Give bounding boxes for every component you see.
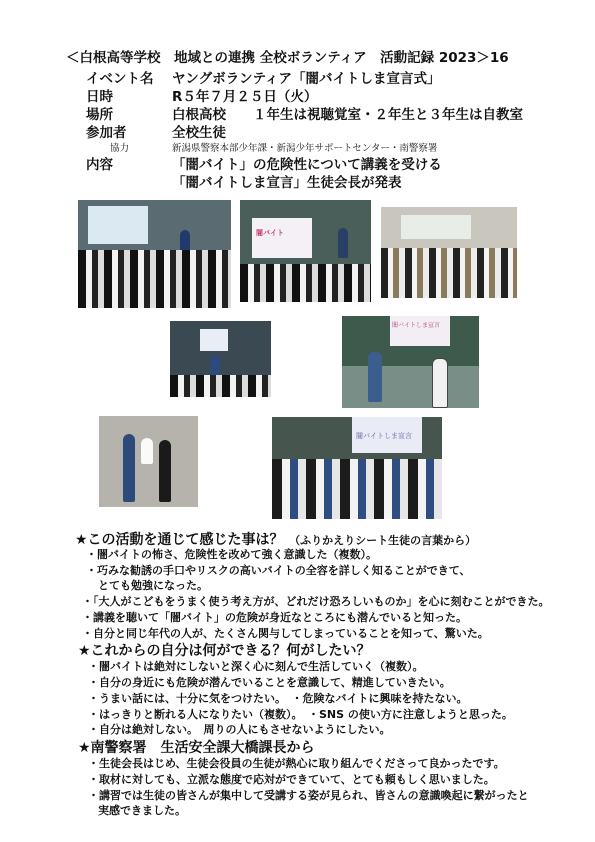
section1-item: ・闇バイトの怖さ、危険性を改めて強く意識した（複数）。 [86, 548, 378, 561]
document-title: ＜白根高等学校 地域との連携 全校ボランティア 活動記録 2023＞16 [66, 50, 509, 66]
photo-certificate [99, 416, 198, 507]
event-info [86, 70, 566, 192]
place-row [86, 106, 566, 124]
section2-item: ・うまい話には、十分に気をつけたい。 ・危険なバイトに興味を持たない。 [88, 692, 468, 705]
section3-item: ・講習では生徒の皆さんが集中して受講する姿が見られ、皆さんの意識喚起に繋がったと [88, 789, 529, 802]
slide-text-3: 闇バイトしま宣言 [356, 432, 412, 440]
photo-stage-officer [170, 321, 271, 397]
event-label: イベント名 [86, 71, 154, 87]
photo-classroom-wide [381, 207, 517, 298]
section3-item: 実感できました。 [98, 804, 186, 817]
section2-title: ★これからの自分は何ができる？何がしたい？ [78, 643, 371, 659]
place-value: 白根高校 １年生は視聴覚室・２年生と３年生は自教室 [172, 107, 523, 123]
section2-heading [78, 640, 371, 660]
content-line-1: 「闇バイト」の危険性について講義を受ける [172, 157, 442, 173]
slide-text: 闇バイト [256, 229, 284, 237]
section1-item: とても勉強になった。 [98, 579, 208, 592]
slide-text-2: 闇バイトしま宣言 [392, 322, 441, 329]
content-line-2: 「闇バイトしま宣言」生徒会長が発表 [172, 175, 402, 191]
section2-item: ・はっきりと断れる人になりたい（複数）。 ・SNS の使い方に注意しようと思った。 [88, 708, 513, 721]
section3-item: ・取材に対しても、立派な態度で応対ができていて、とても頼もしく思いました。 [88, 773, 495, 786]
section3-heading [78, 737, 315, 757]
section3-title: ★南警察署 生活安全課大橋課長から [78, 740, 315, 756]
photo-president-speech [342, 316, 479, 408]
section1-heading [75, 529, 476, 549]
section1-subtitle: （ふりかえりシート生徒の言葉から） [289, 534, 477, 547]
content-row [86, 156, 566, 174]
event-row [86, 70, 566, 88]
content-row-2 [86, 174, 566, 192]
date-label: 日時 [86, 89, 113, 105]
section1-item: ・講義を聴いて「闇バイト」の危険が身近なところにも潜んでいると知った。 [82, 611, 467, 624]
participants-label: 参加者 [86, 125, 127, 141]
section1-item: ・自分と同じ年代の人が、たくさん関与してしまっていることを知って、驚いた。 [82, 627, 489, 640]
section1-item: ・「大人がこどもをうまく使う考え方が、どれだけ恐ろしいものか」を心に刻むことができた。 [82, 595, 550, 608]
content-label: 内容 [86, 157, 113, 173]
section2-item: ・自分は絶対しない。 周りの人にもさせないようにしたい。 [88, 723, 391, 736]
participants-row [86, 124, 566, 142]
section3-item: ・生徒会長はじめ、生徒会役員の生徒が熱心に取り組んでくださって良かったです。 [88, 757, 505, 770]
section2-item: ・闇バイトは絶対にしないと深く心に刻んで生活していく（複数）。 [88, 660, 424, 673]
photo-classroom-projector [78, 200, 231, 308]
coop-value: 新潟県警察本部少年課・新潟少年サポートセンター・南警察署 [172, 143, 438, 154]
section1-item: ・巧みな勧誘の手口やリスクの高いバイトの全容を詳しく知ることができて、 [86, 564, 471, 577]
photo-av-room-slide [240, 200, 371, 302]
coop-row [86, 142, 566, 156]
place-label: 場所 [86, 107, 113, 123]
date-row [86, 88, 566, 106]
participants-value: 全校生徒 [172, 125, 226, 141]
coop-label: 協力 [110, 143, 130, 154]
section1-title: ★この活動を通じて感じた事は？ [75, 532, 284, 548]
photo-group-media [272, 417, 442, 519]
date-value: R５年７月２５日（火） [172, 89, 318, 105]
event-value: ヤングボランティア「闇バイトしま宣言式」 [172, 71, 441, 87]
section2-item: ・自分の身近にも危険が潜んでいることを意識して、精進していきたい。 [88, 676, 451, 689]
